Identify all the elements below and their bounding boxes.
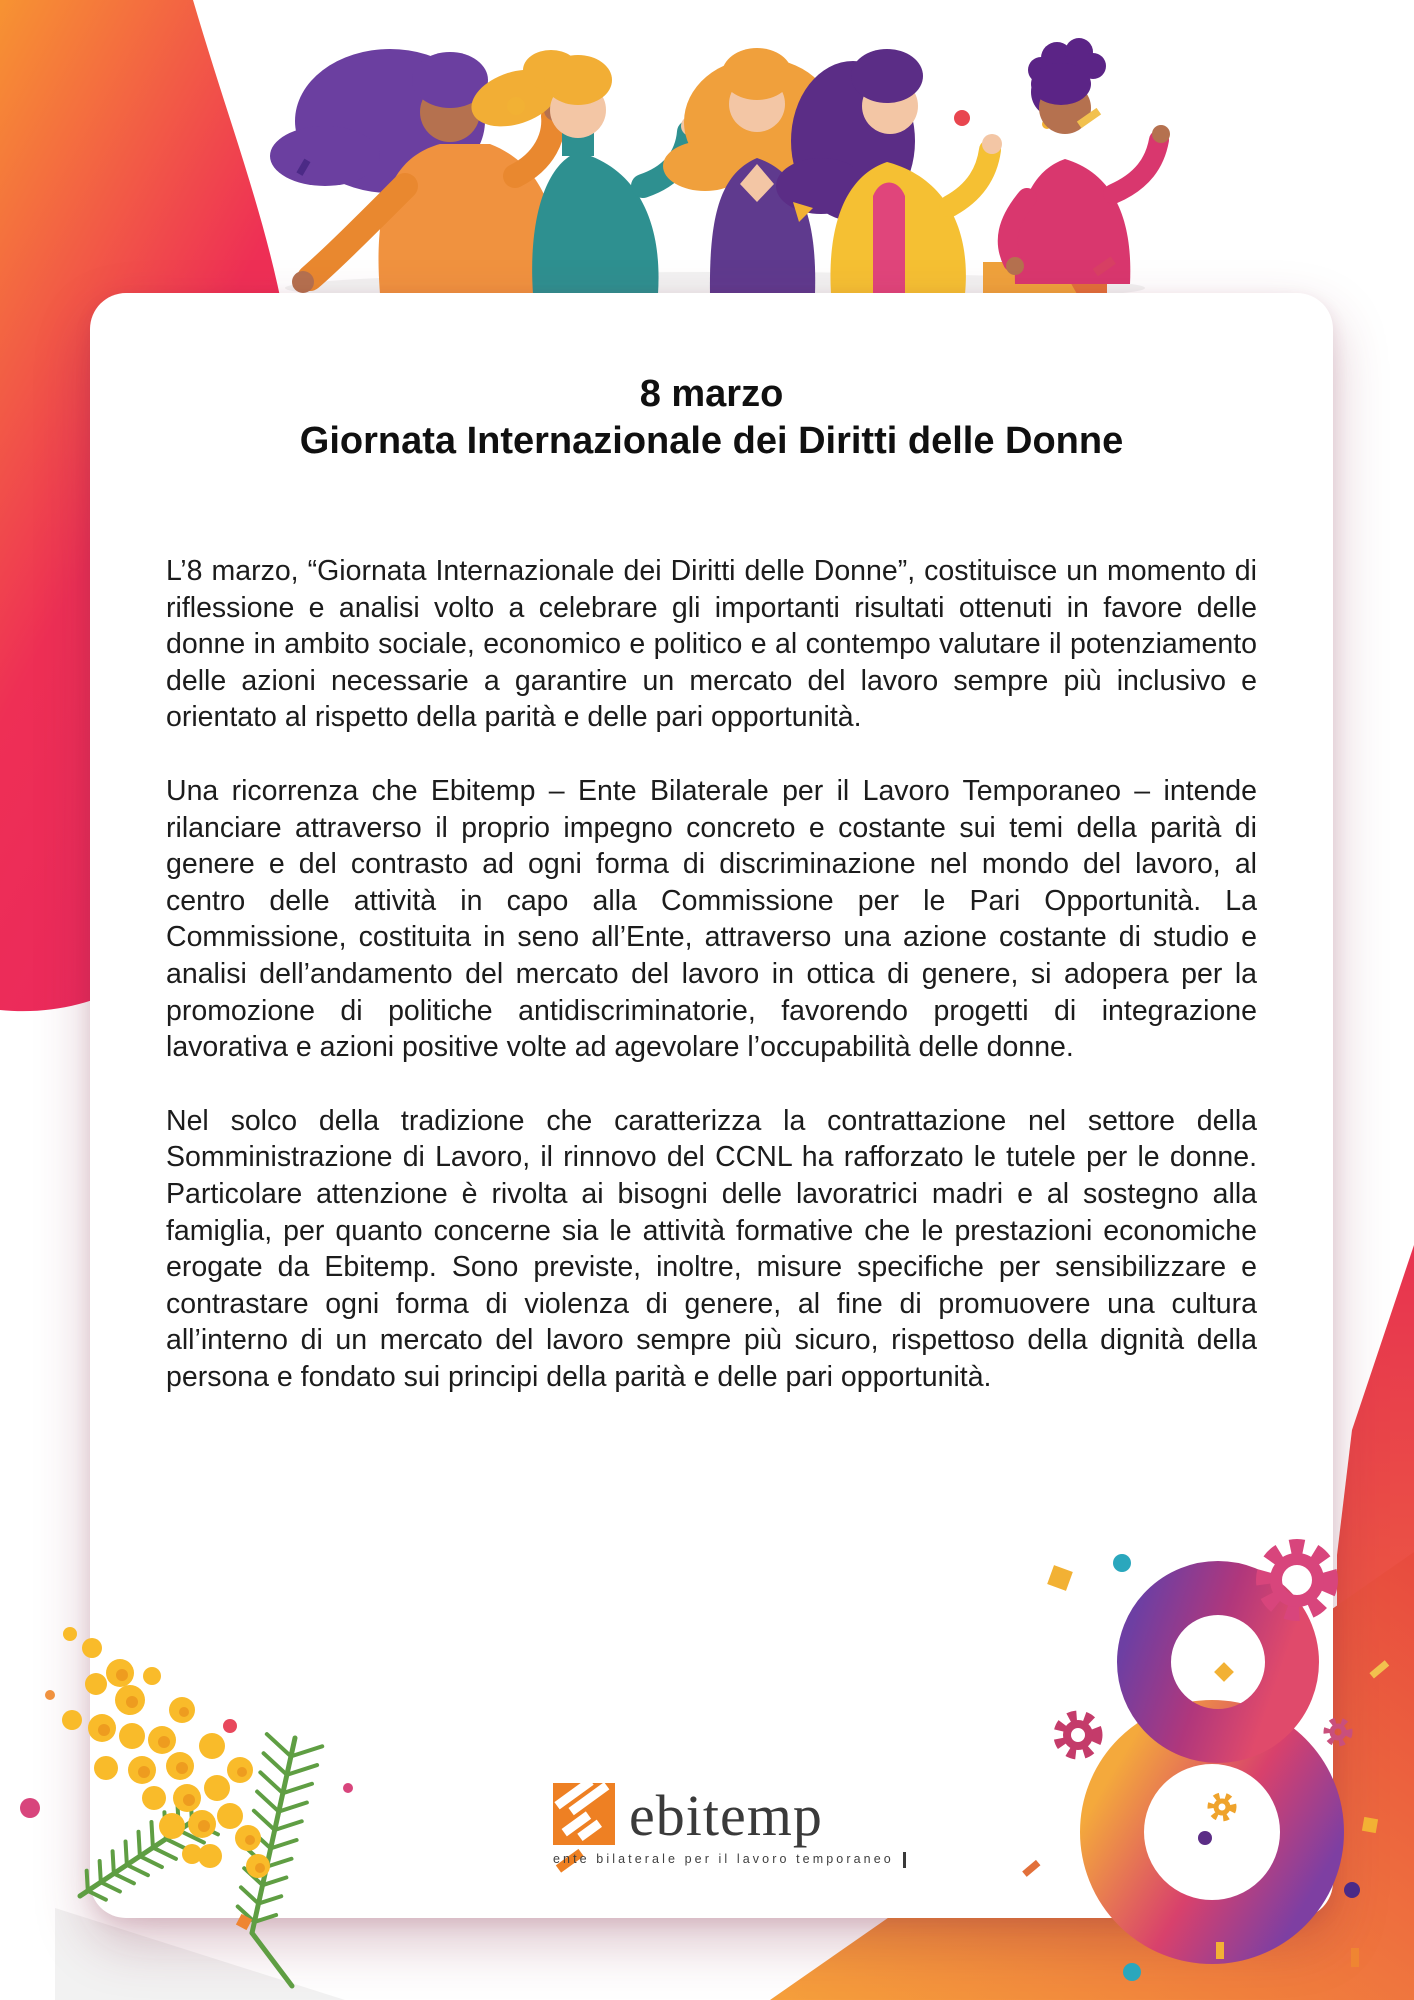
- confetti-yellow-square: [1047, 1565, 1073, 1591]
- confetti-teal-dot: [1113, 1554, 1131, 1572]
- paragraph-1: L’8 marzo, “Giornata Internazionale dei Diritti delle Donne”, costituisce un momento di riflessione e analisi volto a celebrare gli importanti risultati ottenuti in favore delle donne in ambito sociale, economico e politico e al contempo valutare il potenziamento delle azioni necessarie a garantire un mercato del lavoro sempre più inclusivo e orientato al rispetto della parità e delle pari opportunità.: [166, 555, 1257, 734]
- page-title: [166, 371, 1257, 465]
- paragraph-3: Nel solco della tradizione che caratterizza la contrattazione nel settore della Somministrazione di Lavoro, il rinnovo del CCNL ha rafforzato le tutele per le donne. Particolare attenzione è rivolta ai bisogni delle lavoratrici madri e al sostegno alla famiglia, per quanto concerne sia le attività formative che le prestazioni economiche erogate da Ebitemp. Sono previste, inoltre, misure specifiche per sensibilizzare e contrastare ogni forma di violenza di genere, al fine di promuovere una cultura all’interno di un mercato del lavoro sempre più sicuro, rispettoso della dignità della persona e fondato sui principi della parità e delle pari opportunità.: [166, 1104, 1257, 1393]
- title-line-2: Giornata Internazionale dei Diritti delle Donne: [299, 420, 1124, 462]
- confetti-red-dot: [223, 1719, 237, 1733]
- confetti-orange-vert-bar: [1351, 1948, 1359, 1967]
- body-text: [166, 553, 1257, 1395]
- gear-icon-left: [1059, 1716, 1097, 1754]
- ebitemp-logo-wordmark: ebitemp: [629, 1783, 823, 1848]
- confetti-yellow-diamond: [1214, 1662, 1234, 1682]
- confetti-purple-dot: [1198, 1831, 1212, 1845]
- confetti-yellow-bar: [1369, 1660, 1389, 1678]
- gear-icon-large: [1265, 1548, 1329, 1612]
- confetti-teal-dot-2: [1123, 1963, 1141, 1981]
- confetti-yellow-vert-bar: [1216, 1942, 1224, 1959]
- paragraph-2: Una ricorrenza che Ebitemp – Ente Bilaterale per il Lavoro Temporaneo – intende rilanciare attraverso il proprio impegno concreto e costante sui temi della parità di genere e del contrasto ad ogni forma di discriminazione nel mondo del lavoro, al centro delle attività in capo alla Commissione per le Pari Opportunità. La Commissione, costituita in seno all’Ente, attraverso una azione costante di studio e analisi dell’andamento del mercato del lavoro in ottica di genere, si adopera per la promozione di politiche antidiscriminatorie, favorendo progetti di integrazione lavorativa e azioni positive volte ad agevolare l’occupabilità delle donne.: [166, 774, 1257, 1064]
- confetti-orange-bar: [1022, 1860, 1040, 1877]
- confetti-yellow-dot: [507, 97, 525, 115]
- confetti-purple-dot-2: [1344, 1882, 1360, 1898]
- confetti-magenta-dot: [20, 1798, 40, 1818]
- confetti-pink-dot: [343, 1783, 353, 1793]
- confetti-red-dot: [954, 110, 970, 126]
- woman-purple-updo-magenta-top: [983, 38, 1170, 294]
- mimosa-illustration: [40, 1618, 370, 2000]
- women-illustration: [215, 26, 1195, 294]
- numeral-8-graphic: [1020, 1495, 1414, 2000]
- title-line-1: 8 marzo: [639, 373, 784, 415]
- ebitemp-logo: [553, 1783, 906, 1868]
- ebitemp-logo-tagline: ente bilaterale per il lavoro temporaneo: [553, 1852, 906, 1868]
- gear-icon-yellow: [1211, 1796, 1233, 1818]
- gear-icon-right-small: [1327, 1721, 1349, 1743]
- confetti-orange-dot: [45, 1690, 55, 1700]
- ebitemp-logo-icon: [553, 1783, 615, 1845]
- confetti-yellow-square-2: [1362, 1817, 1378, 1833]
